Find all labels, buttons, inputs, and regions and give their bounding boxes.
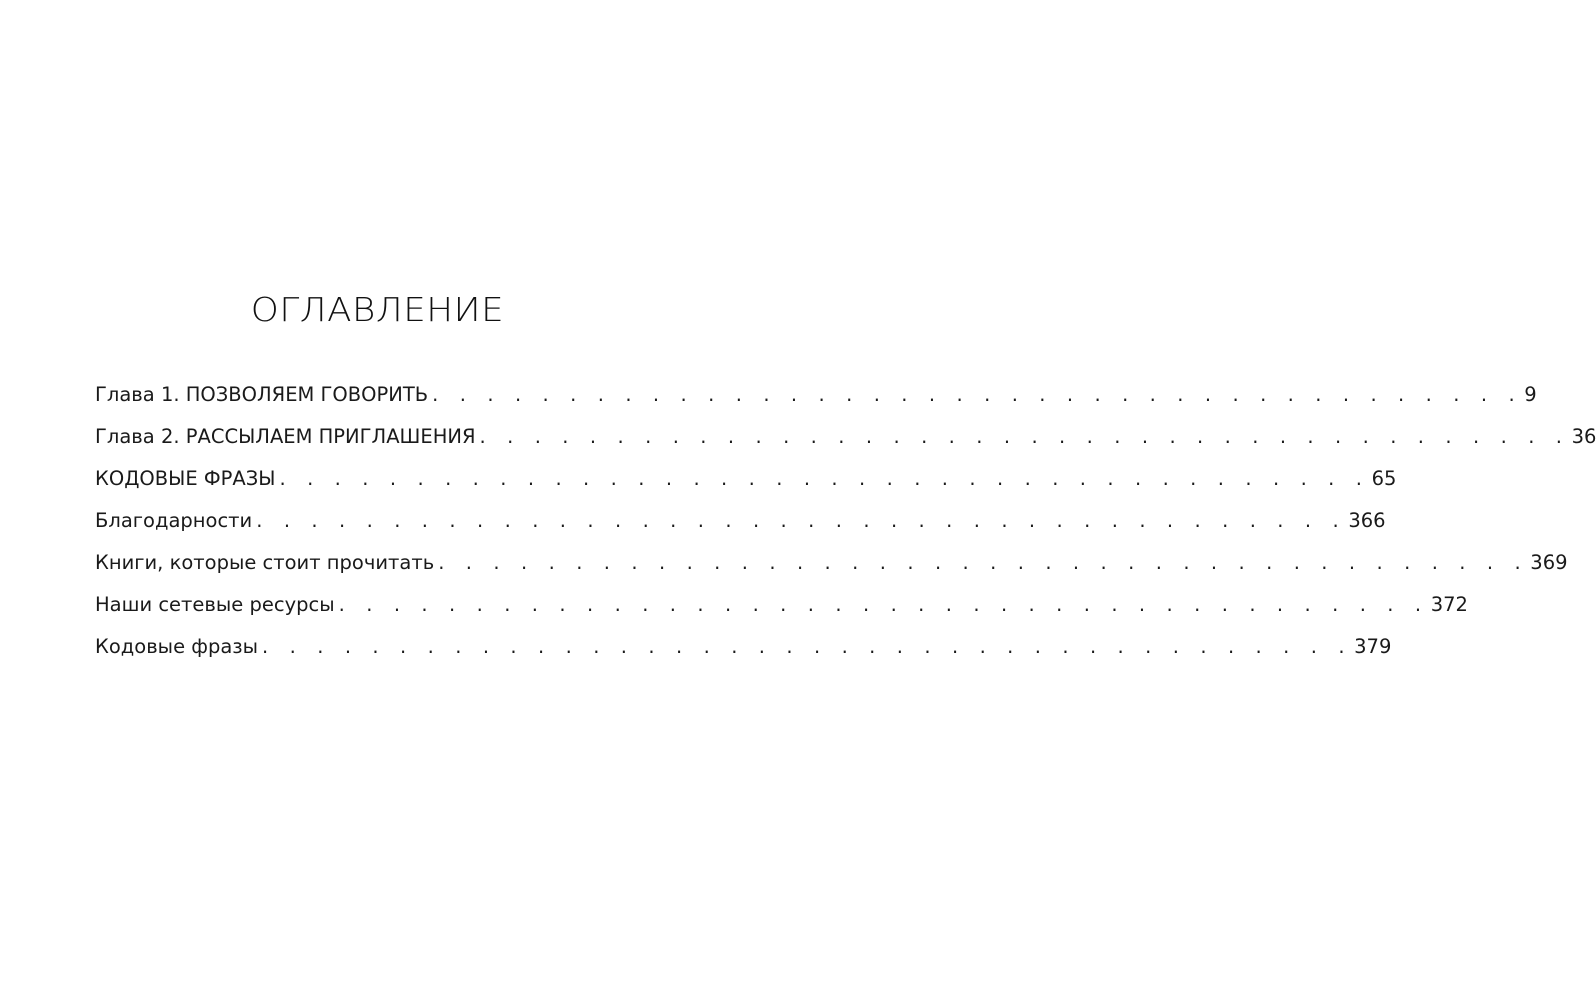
table-of-contents [95, 378, 1596, 672]
toc-entry-label: Наши сетевые ресурсы [95, 593, 335, 616]
toc-entry-page: 65 [1371, 467, 1397, 490]
toc-entry [95, 378, 1537, 420]
dot-leader: . . . . . . . . . . . . . . . . . . . . . . . . . . . . . . . . . . . . . . . . [432, 383, 1523, 406]
toc-title: ОГЛАВЛЕНИЕ [250, 290, 505, 329]
dot-leader: . . . . . . . . . . . . . . . . . . . . . . . . . . . . . . . . . . . . . . . . [438, 551, 1529, 574]
toc-entry [95, 504, 1386, 546]
toc-entry-page: 366 [1348, 509, 1386, 532]
dot-leader: . . . . . . . . . . . . . . . . . . . . . . . . . . . . . . . . . . . . . . . . [338, 593, 1429, 616]
dot-leader: . . . . . . . . . . . . . . . . . . . . . . . . . . . . . . . . . . . . . . . . [479, 425, 1570, 448]
toc-entry [95, 420, 1596, 462]
toc-entry-label: Глава 1. ПОЗВОЛЯЕМ ГОВОРИТЬ [95, 383, 429, 406]
toc-entry-label: Кодовые фразы [95, 635, 259, 658]
dot-leader: . . . . . . . . . . . . . . . . . . . . . . . . . . . . . . . . . . . . . . . . [279, 467, 1370, 490]
toc-entry [95, 546, 1568, 588]
toc-entry [95, 630, 1392, 672]
toc-entry [95, 588, 1468, 630]
toc-entry-page: 9 [1524, 383, 1537, 406]
dot-leader: . . . . . . . . . . . . . . . . . . . . . . . . . . . . . . . . . . . . . . . . [262, 635, 1353, 658]
toc-entry-page: 379 [1354, 635, 1392, 658]
toc-entry-label: Благодарности [95, 509, 253, 532]
toc-entry [95, 462, 1397, 504]
dot-leader: . . . . . . . . . . . . . . . . . . . . . . . . . . . . . . . . . . . . . . . . [256, 509, 1347, 532]
toc-entry-page: 369 [1530, 551, 1568, 574]
toc-entry-page: 36 [1571, 425, 1596, 448]
toc-entry-label: Книги, которые стоит прочитать [95, 551, 435, 574]
toc-entry-label: Глава 2. РАССЫЛАЕМ ПРИГЛАШЕНИЯ [95, 425, 476, 448]
toc-entry-page: 372 [1430, 593, 1468, 616]
toc-entry-label: КОДОВЫЕ ФРАЗЫ [95, 467, 276, 490]
